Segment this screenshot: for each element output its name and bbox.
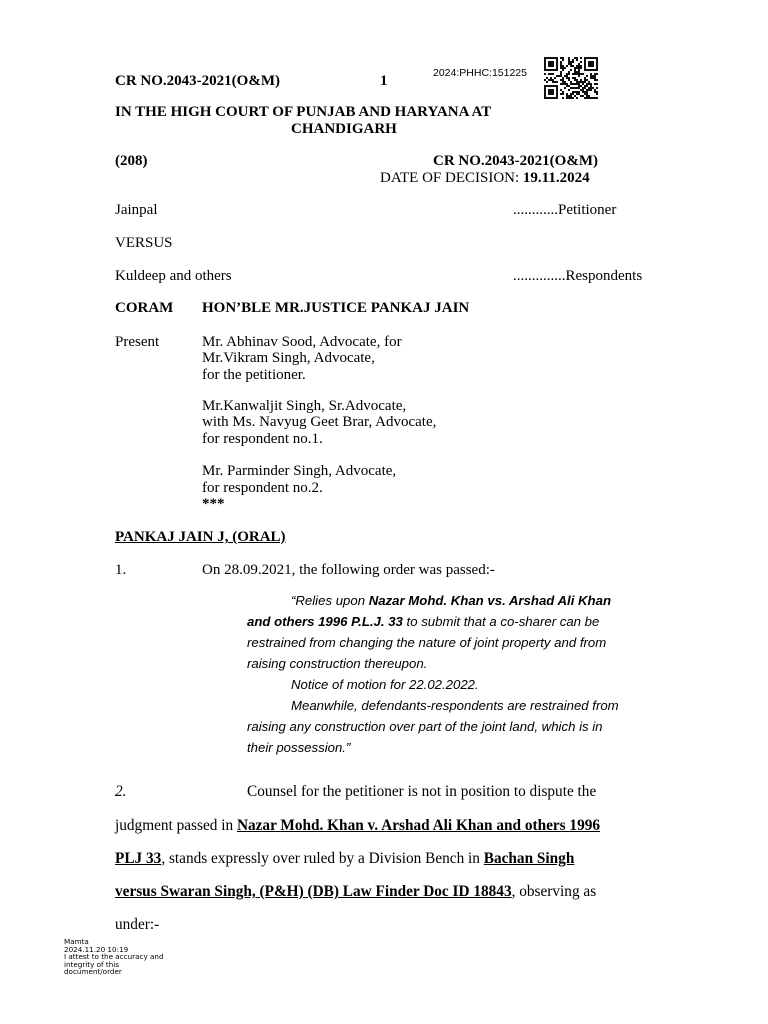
quote-line-1 <box>291 593 611 608</box>
decision-date-line <box>380 170 590 187</box>
para2-line-2 <box>115 817 600 835</box>
signature-line: document/order <box>64 967 122 977</box>
qr-code-icon <box>544 57 598 99</box>
quote-line-7: raising any construction over part of the joint land, which is in <box>247 719 603 734</box>
judgment-heading: PANKAJ JAIN J, (ORAL) <box>115 529 286 545</box>
quote-line-6: Meanwhile, defendants-respondents are restrained from <box>291 698 619 713</box>
para2-line-1: Counsel for the petitioner is not in position to dispute the <box>247 783 597 800</box>
case-serial: (208) <box>115 153 148 169</box>
section-separator: *** <box>202 496 225 512</box>
signature-line: 2024.11.20 10:19 <box>64 944 129 954</box>
present-line: for respondent no.1. <box>202 431 323 447</box>
para1-number: 1. <box>115 562 127 578</box>
coram-label: CORAM <box>115 300 174 316</box>
present-line: Mr.Vikram Singh, Advocate, <box>202 350 375 366</box>
quote-line-1-case: Nazar Mohd. Khan vs. Arshad Ali Khan <box>368 593 611 608</box>
court-name-line1: IN THE HIGH COURT OF PUNJAB AND HARYANA AT <box>115 104 492 120</box>
para2-line-3-b: , stands expressly over ruled by a Division Bench in <box>161 850 484 867</box>
signature-line: Mamta <box>64 937 89 946</box>
present-line: for the petitioner. <box>202 367 306 383</box>
para2-line-4 <box>115 883 596 901</box>
quote-line-8: their possession.” <box>247 740 351 755</box>
header-page-number: 1 <box>380 73 388 89</box>
para1-text: On 28.09.2021, the following order was passed:- <box>202 562 495 578</box>
present-line: Mr. Abhinav Sood, Advocate, for <box>202 334 402 350</box>
quote-line-2-b: to submit that a co-sharer can be <box>402 614 600 629</box>
quote-line-2 <box>247 614 599 629</box>
petitioner-role: ............Petitioner <box>513 202 617 218</box>
cited-case-nazar: Nazar Mohd. Khan v. Arshad Ali Khan and others 1996 <box>236 817 601 834</box>
coram-judge: HON’BLE MR.JUSTICE PANKAJ JAIN <box>202 300 470 316</box>
present-line: with Ms. Navyug Geet Brar, Advocate, <box>202 414 437 430</box>
header-case-number: CR NO.2043-2021(O&M) <box>115 73 280 89</box>
present-line: Mr. Parminder Singh, Advocate, <box>202 463 397 479</box>
cited-case-plj: PLJ 33 <box>115 850 162 867</box>
para2-line-2-a: judgment passed in <box>115 817 237 834</box>
present-line: for respondent no.2. <box>202 480 323 496</box>
present-line: Mr.Kanwaljit Singh, Sr.Advocate, <box>202 398 407 414</box>
cited-case-swaran: versus Swaran Singh, (P&H) (DB) Law Finder Doc ID 18843 <box>115 883 512 900</box>
digital-signature-block <box>64 938 164 976</box>
case-number: CR NO.2043-2021(O&M) <box>433 153 598 169</box>
para2-line-4-b: , observing as <box>511 883 597 900</box>
neutral-citation-stamp: 2024:PHHC:151225 <box>433 67 527 79</box>
signature-line: I attest to the accuracy and <box>64 952 164 962</box>
para2-number: 2. <box>115 783 127 800</box>
petitioner-name: Jainpal <box>115 202 158 218</box>
decision-date-label: DATE OF DECISION: <box>380 170 523 186</box>
signature-line: integrity of this <box>64 959 119 969</box>
cited-case-bachan: Bachan Singh <box>483 850 575 867</box>
respondent-name: Kuldeep and others <box>115 268 232 284</box>
quote-line-4: raising construction thereupon. <box>247 656 428 671</box>
quote-line-5: Notice of motion for 22.02.2022. <box>291 677 479 692</box>
decision-date: 19.11.2024 <box>522 170 590 186</box>
court-name-line2: CHANDIGARH <box>291 121 397 137</box>
quote-line-1-a: “Relies upon <box>291 593 369 608</box>
quote-line-3: restrained from changing the nature of joint property and from <box>247 635 607 650</box>
para2-line-3 <box>115 850 574 868</box>
present-label: Present <box>115 334 160 350</box>
quote-line-2-case: and others 1996 P.L.J. 33 <box>247 614 403 629</box>
versus-label: VERSUS <box>115 235 173 251</box>
respondent-role: ..............Respondents <box>513 268 643 284</box>
para2-line-5: under:- <box>115 916 160 933</box>
